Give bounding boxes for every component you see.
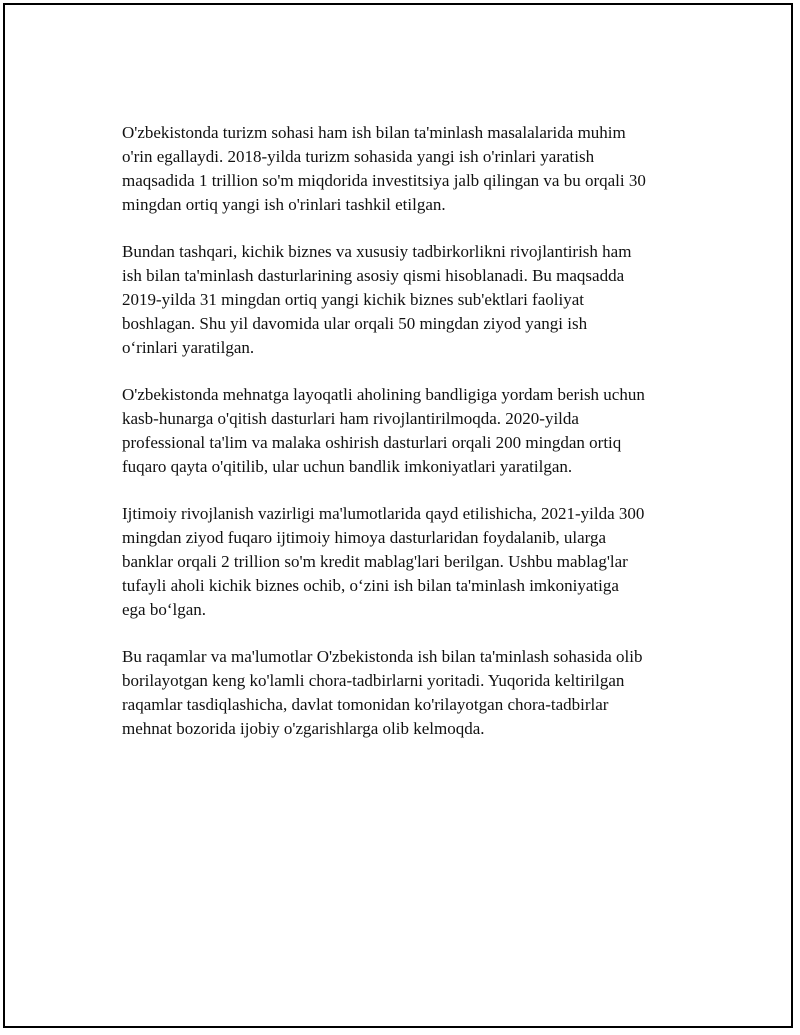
text-line: mingdan ziyod fuqaro ijtimoiy himoya dasturlaridan foydalanib, ularga [122,528,607,547]
text-line: fuqaro qayta o'qitilib, ular uchun bandlik imkoniyatlari yaratilgan. [122,457,573,476]
document-body [122,121,712,764]
text-line: O'zbekistonda mehnatga layoqatli aholining bandligiga yordam berish uchun [122,385,645,404]
text-line: mingdan ortiq yangi ish o'rinlari tashkil etilgan. [122,195,446,214]
paragraph-small-business [122,240,712,360]
text-line: professional ta'lim va malaka oshirish dasturlari orqali 200 mingdan ortiq [122,433,622,452]
paragraph-social-protection [122,502,712,622]
text-line: raqamlar tasdiqlashicha, davlat tomonidan ko'rilayotgan chora-tadbirlar [122,695,609,714]
paragraph-conclusion [122,645,712,741]
text-line: Bu raqamlar va ma'lumotlar O'zbekistonda ish bilan ta'minlash sohasida olib [122,647,643,666]
text-line: kasb-hunarga o'qitish dasturlari ham rivojlantirilmoqda. 2020-yilda [122,409,579,428]
text-line: boshlagan. Shu yil davomida ular orqali 50 mingdan ziyod yangi ish [122,314,588,333]
text-line: ish bilan ta'minlash dasturlarining asosiy qismi hisoblanadi. Bu maqsadda [122,266,625,285]
text-line: ega bo‘lgan. [122,600,207,619]
text-line: Ijtimoiy rivojlanish vazirligi ma'lumotlarida qayd etilishicha, 2021-yilda 300 [122,504,645,523]
text-line: Bundan tashqari, kichik biznes va xususiy tadbirkorlikni rivojlantirish ham [122,242,632,261]
paragraph-vocational-training [122,383,712,479]
text-line: borilayotgan keng ko'lamli chora-tadbirlarni yoritadi. Yuqorida keltirilgan [122,671,625,690]
text-line: O'zbekistonda turizm sohasi ham ish bilan ta'minlash masalalarida muhim [122,123,626,142]
paragraph-tourism [122,121,712,217]
text-line: mehnat bozorida ijobiy o'zgarishlarga olib kelmoqda. [122,719,485,738]
text-line: o'rin egallaydi. 2018-yilda turizm sohasida yangi ish o'rinlari yaratish [122,147,595,166]
text-line: tufayli aholi kichik biznes ochib, o‘zini ish bilan ta'minlash imkoniyatiga [122,576,619,595]
text-line: 2019-yilda 31 mingdan ortiq yangi kichik biznes sub'ektlari faoliyat [122,290,584,309]
text-line: banklar orqali 2 trillion so'm kredit mablag'lari berilgan. Ushbu mablag'lar [122,552,628,571]
text-line: maqsadida 1 trillion so'm miqdorida investitsiya jalb qilingan va bu orqali 30 [122,171,646,190]
document-page [3,3,793,1028]
text-line: o‘rinlari yaratilgan. [122,338,255,357]
